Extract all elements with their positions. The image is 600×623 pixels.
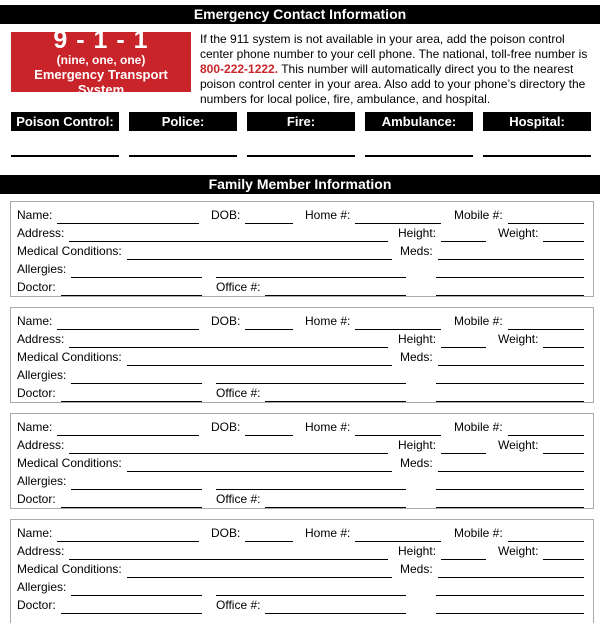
member-row-allergies xyxy=(17,578,584,596)
name-field xyxy=(17,525,199,542)
member-row-medical xyxy=(17,454,584,472)
medical-conditions-field xyxy=(17,455,392,472)
address-line xyxy=(69,441,388,454)
allergies-field xyxy=(17,261,202,278)
height-line xyxy=(441,441,486,454)
member-row-identity xyxy=(17,312,584,330)
member-row-medical xyxy=(17,348,584,366)
name-field xyxy=(17,419,199,436)
dob-label: DOB: xyxy=(211,526,241,540)
address-field xyxy=(17,543,388,560)
contact-fill-line-0 xyxy=(11,155,119,157)
home-phone-label: Home #: xyxy=(305,314,351,328)
weight-label: Weight: xyxy=(498,332,539,346)
weight-line xyxy=(543,547,584,560)
medical-conditions-line xyxy=(127,353,392,366)
height-field xyxy=(398,437,486,454)
meds-continuation-line-1 xyxy=(436,477,584,490)
home-phone-line xyxy=(355,529,441,542)
height-field xyxy=(398,543,486,560)
allergies-continuation-line xyxy=(216,265,406,278)
medical-conditions-field xyxy=(17,243,392,260)
allergies-line xyxy=(71,371,202,384)
911-badge xyxy=(11,25,191,97)
office-phone-line xyxy=(265,389,406,402)
name-label: Name: xyxy=(17,314,53,328)
allergies-continuation-line xyxy=(216,583,406,596)
family-member-block-2 xyxy=(10,413,594,509)
weight-line xyxy=(543,441,584,454)
contact-fill-line-2 xyxy=(247,155,355,157)
dob-field xyxy=(211,207,293,224)
member-row-identity xyxy=(17,524,584,542)
meds-continuation-line-1 xyxy=(436,371,584,384)
home-phone-field xyxy=(305,313,441,330)
allergies-line xyxy=(71,583,202,596)
name-line xyxy=(57,211,199,224)
doctor-field xyxy=(17,491,202,508)
meds-line xyxy=(438,247,584,260)
dob-label: DOB: xyxy=(211,208,241,222)
meds-field xyxy=(400,243,584,260)
member-row-allergies xyxy=(17,260,584,278)
office-phone-label: Office #: xyxy=(216,598,261,612)
intro-section xyxy=(11,25,592,107)
address-line xyxy=(69,229,388,242)
home-phone-field xyxy=(305,207,441,224)
name-line xyxy=(57,317,199,330)
family-member-block-1 xyxy=(10,307,594,403)
mobile-phone-label: Mobile #: xyxy=(454,420,503,434)
home-phone-line xyxy=(355,211,441,224)
dob-label: DOB: xyxy=(211,420,241,434)
meds-label: Meds: xyxy=(400,244,433,258)
allergies-field xyxy=(17,579,202,596)
dob-field xyxy=(211,419,293,436)
mobile-phone-line xyxy=(508,529,584,542)
office-phone-label: Office #: xyxy=(216,280,261,294)
poison-control-number: 800-222-1222. xyxy=(200,62,279,76)
meds-field xyxy=(400,349,584,366)
meds-field xyxy=(400,561,584,578)
weight-field xyxy=(498,225,584,242)
allergies-field xyxy=(17,473,202,490)
member-row-allergies xyxy=(17,366,584,384)
doctor-line xyxy=(61,601,202,614)
allergies-line xyxy=(71,477,202,490)
office-phone-field xyxy=(216,279,406,296)
office-phone-line xyxy=(265,283,406,296)
doctor-label: Doctor: xyxy=(17,492,56,506)
dob-line xyxy=(245,211,293,224)
address-label: Address: xyxy=(17,332,65,346)
name-label: Name: xyxy=(17,526,53,540)
weight-field xyxy=(498,437,584,454)
medical-conditions-line xyxy=(127,247,392,260)
name-line xyxy=(57,529,199,542)
name-label: Name: xyxy=(17,420,53,434)
home-phone-line xyxy=(355,423,441,436)
member-row-address xyxy=(17,224,584,242)
office-phone-field xyxy=(216,491,406,508)
member-row-doctor xyxy=(17,278,584,296)
meds-continuation-line-2 xyxy=(436,601,584,614)
doctor-label: Doctor: xyxy=(17,598,56,612)
address-line xyxy=(69,547,388,560)
mobile-phone-label: Mobile #: xyxy=(454,314,503,328)
doctor-field xyxy=(17,597,202,614)
dob-line xyxy=(245,423,293,436)
office-phone-field xyxy=(216,385,406,402)
member-row-identity xyxy=(17,418,584,436)
mobile-phone-label: Mobile #: xyxy=(454,526,503,540)
allergies-label: Allergies: xyxy=(17,368,67,382)
office-phone-field xyxy=(216,597,406,614)
contact-label-2: Fire: xyxy=(247,112,355,131)
meds-continuation-line-1 xyxy=(436,583,584,596)
contact-label-4: Hospital: xyxy=(483,112,591,131)
meds-continuation-line-1 xyxy=(436,265,584,278)
mobile-phone-label: Mobile #: xyxy=(454,208,503,222)
name-line xyxy=(57,423,199,436)
meds-continuation-line-2 xyxy=(436,283,584,296)
medical-conditions-label: Medical Conditions: xyxy=(17,350,122,364)
home-phone-field xyxy=(305,419,441,436)
office-phone-label: Office #: xyxy=(216,492,261,506)
doctor-label: Doctor: xyxy=(17,386,56,400)
allergies-label: Allergies: xyxy=(17,580,67,594)
dob-field xyxy=(211,525,293,542)
poison-control-instructions xyxy=(200,32,592,107)
911-caption: Emergency Transport System xyxy=(34,66,168,97)
medical-conditions-field xyxy=(17,561,392,578)
weight-line xyxy=(543,229,584,242)
name-field xyxy=(17,207,199,224)
name-label: Name: xyxy=(17,208,53,222)
height-line xyxy=(441,229,486,242)
contact-fill-line-3 xyxy=(365,155,473,157)
contact-label-0: Poison Control: xyxy=(11,112,119,131)
medical-conditions-line xyxy=(127,459,392,472)
meds-label: Meds: xyxy=(400,456,433,470)
height-label: Height: xyxy=(398,544,437,558)
mobile-phone-field xyxy=(454,207,584,224)
allergies-line xyxy=(71,265,202,278)
contact-fill-line-4 xyxy=(483,155,591,157)
weight-label: Weight: xyxy=(498,438,539,452)
office-phone-label: Office #: xyxy=(216,386,261,400)
address-field xyxy=(17,437,388,454)
name-field xyxy=(17,313,199,330)
medical-conditions-label: Medical Conditions: xyxy=(17,562,122,576)
allergies-label: Allergies: xyxy=(17,474,67,488)
instructions-text-before: If the 911 system is not available in your area, add the poison control center phone number to your cell phone. The national, toll-free number is xyxy=(200,32,588,61)
family-member-blocks xyxy=(0,201,600,623)
height-label: Height: xyxy=(398,332,437,346)
member-row-doctor xyxy=(17,384,584,402)
home-phone-label: Home #: xyxy=(305,208,351,222)
meds-field xyxy=(400,455,584,472)
address-label: Address: xyxy=(17,226,65,240)
height-label: Height: xyxy=(398,438,437,452)
home-phone-label: Home #: xyxy=(305,420,351,434)
dob-label: DOB: xyxy=(211,314,241,328)
medical-conditions-line xyxy=(127,565,392,578)
contact-label-1: Police: xyxy=(129,112,237,131)
mobile-phone-field xyxy=(454,313,584,330)
family-member-header: Family Member Information xyxy=(0,175,600,194)
allergies-continuation-line xyxy=(216,477,406,490)
weight-field xyxy=(498,543,584,560)
meds-label: Meds: xyxy=(400,562,433,576)
dob-line xyxy=(245,317,293,330)
address-line xyxy=(69,335,388,348)
member-row-doctor xyxy=(17,596,584,614)
member-row-allergies xyxy=(17,472,584,490)
911-phonetic: (nine, one, one) xyxy=(56,52,146,67)
member-row-doctor xyxy=(17,490,584,508)
weight-field xyxy=(498,331,584,348)
mobile-phone-field xyxy=(454,525,584,542)
mobile-phone-line xyxy=(508,423,584,436)
member-row-address xyxy=(17,330,584,348)
meds-line xyxy=(438,353,584,366)
doctor-label: Doctor: xyxy=(17,280,56,294)
911-number: 9 - 1 - 1 xyxy=(53,25,149,54)
weight-line xyxy=(543,335,584,348)
medical-conditions-field xyxy=(17,349,392,366)
meds-line xyxy=(438,459,584,472)
home-phone-label: Home #: xyxy=(305,526,351,540)
mobile-phone-line xyxy=(508,211,584,224)
height-field xyxy=(398,225,486,242)
doctor-line xyxy=(61,283,202,296)
emergency-contact-header: Emergency Contact Information xyxy=(0,5,600,24)
office-phone-line xyxy=(265,601,406,614)
contact-label-3: Ambulance: xyxy=(365,112,473,131)
allergies-label: Allergies: xyxy=(17,262,67,276)
height-line xyxy=(441,335,486,348)
mobile-phone-field xyxy=(454,419,584,436)
home-phone-line xyxy=(355,317,441,330)
family-member-block-3 xyxy=(10,519,594,623)
allergies-field xyxy=(17,367,202,384)
address-label: Address: xyxy=(17,544,65,558)
home-phone-field xyxy=(305,525,441,542)
medical-conditions-label: Medical Conditions: xyxy=(17,456,122,470)
weight-label: Weight: xyxy=(498,226,539,240)
doctor-field xyxy=(17,279,202,296)
address-field xyxy=(17,225,388,242)
member-row-identity xyxy=(17,206,584,224)
contact-fill-line-1 xyxy=(129,155,237,157)
member-row-address xyxy=(17,436,584,454)
doctor-field xyxy=(17,385,202,402)
member-row-address xyxy=(17,542,584,560)
medical-conditions-label: Medical Conditions: xyxy=(17,244,122,258)
family-member-block-0 xyxy=(10,201,594,297)
address-field xyxy=(17,331,388,348)
address-label: Address: xyxy=(17,438,65,452)
dob-line xyxy=(245,529,293,542)
meds-label: Meds: xyxy=(400,350,433,364)
doctor-line xyxy=(61,495,202,508)
weight-label: Weight: xyxy=(498,544,539,558)
height-line xyxy=(441,547,486,560)
allergies-continuation-line xyxy=(216,371,406,384)
emergency-contact-blank-lines-row xyxy=(0,155,600,157)
doctor-line xyxy=(61,389,202,402)
dob-field xyxy=(211,313,293,330)
office-phone-line xyxy=(265,495,406,508)
meds-continuation-line-2 xyxy=(436,389,584,402)
meds-continuation-line-2 xyxy=(436,495,584,508)
mobile-phone-line xyxy=(508,317,584,330)
member-row-medical xyxy=(17,560,584,578)
emergency-contact-labels-row xyxy=(0,112,600,131)
member-row-medical xyxy=(17,242,584,260)
height-field xyxy=(398,331,486,348)
height-label: Height: xyxy=(398,226,437,240)
meds-line xyxy=(438,565,584,578)
instructions-text-after: This number will automatically direct you to the nearest poison control center in your area. Also add to your phone’s directory the numbers for local police, fire, ambulance, and hospital. xyxy=(200,62,586,106)
